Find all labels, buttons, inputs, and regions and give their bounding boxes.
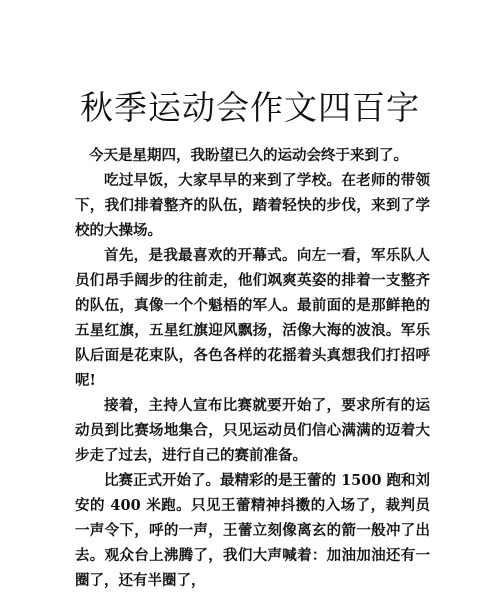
paragraph-5: 比赛正式开始了。最精彩的是王蕾的 1500 跑和刘安的 400 米跑。只见王蕾精神抖擞的入场了，裁判员一声令下，呼的一声，王蕾立刻像离玄的箭一般冲了出去。观众台上沸腾了，我们大声喊着：加油加油还有一圈了，还有半圈了， (75, 472, 430, 589)
paragraph-2: 吃过早饭，大家早早的来到了学校。在老师的带领下，我们排着整齐的队伍，踏着轻快的步伐，来到了学校的大操场。 (75, 172, 430, 239)
document-title: 秋季运动会作文四百字 (80, 88, 420, 127)
paragraph-1: 今天是星期四，我盼望已久的运动会终于来到了。 (89, 147, 408, 164)
document-body (75, 143, 430, 593)
paragraph-4: 接着，主持人宣布比赛就要开始了，要求所有的运动员到比赛场地集合，只见运动员们信心满满的迈着大步走了过去，进行自己的赛前准备。 (75, 397, 430, 464)
paragraph-3: 首先，是我最喜欢的开幕式。向左一看，军乐队人员们昂手阔步的往前走，他们飒爽英姿的排着一支整齐的队伍，真像一个个魁梧的军人。最前面的是那鲜艳的五星红旗，五星红旗迎风飘扬，活像大海的波浪。军乐队后面是花束队，各色各样的花摇着头真想我们打招呼呢! (75, 247, 430, 389)
